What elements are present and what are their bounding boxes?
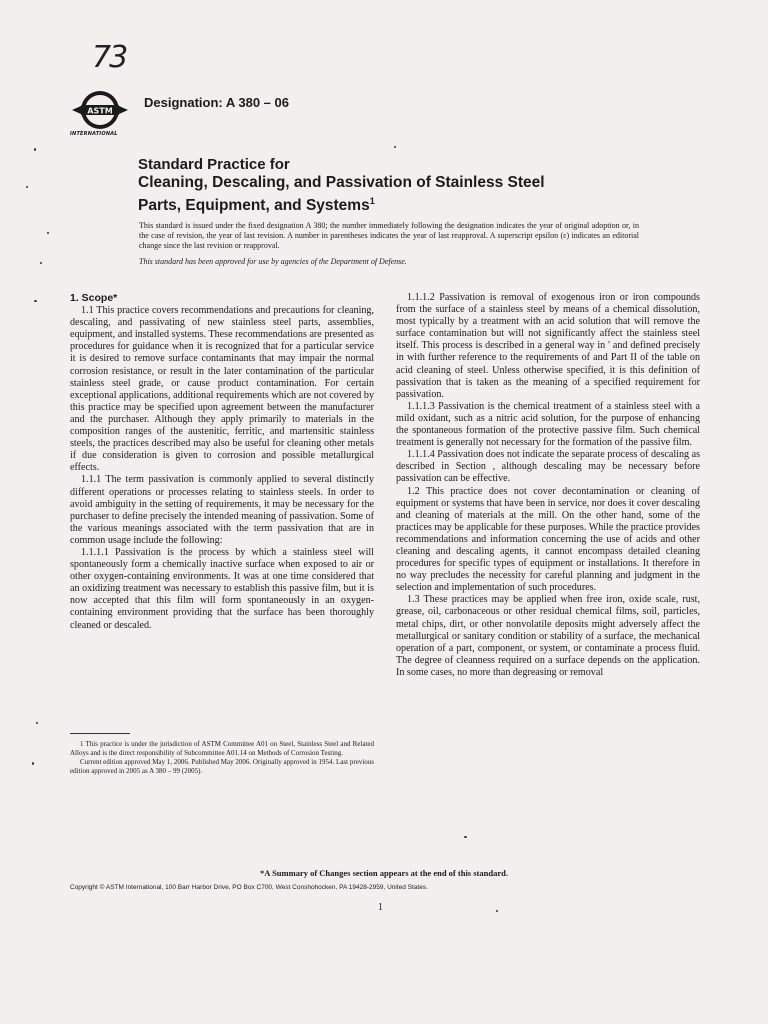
scope-heading: 1. Scope*: [70, 292, 118, 304]
paragraph: 1.3 These practices may be applied when free iron, oxide scale, rust, grease, oil, carbonaceous or other residual chemical films, soil, particles, metal chips, dirt, or other nonvolatile deposits might adversely affect the metallurgical or sanitary condition or stability of a surface, the mechanical operation of a part, component, or system, or contaminate a process fluid. The degree of cleanness required on a surface depends on the application. In some cases, no more than degreasing or removal: [396, 594, 700, 678]
handwritten-mark: 73: [92, 40, 127, 75]
scan-speck: [26, 186, 28, 188]
title-footnote-mark: 1: [369, 196, 375, 206]
right-column: [396, 292, 700, 679]
paragraph: 1.1.1.1 Passivation is the process by which a stainless steel will spontaneously form a chemically inactive surface when exposed to air or other oxygen-containing environments. It was at one time considered that an oxidizing treatment was necessary to establish this passive film, but it is now accepted that this film will form spontaneously in an oxygen-containing environment providing that the surface has been thoroughly cleaned or descaled.: [70, 546, 374, 631]
paragraph: 1.1.1.2 Passivation is removal of exogenous iron or iron compounds from the surface of a stainless steel by means of a chemical dissolution, most typically by a treatment with an acid solution that will remove the surface contamination but will not significantly affect the stainless steel itself. This process is described in a general way in ' and defined precisely in with further reference to the requirements of and Part II of the table on acid cleaning of steel. Unless otherwise specified, it is this definition of passivation that is taken as the meaning of a specified requirement for passivation.: [396, 292, 700, 400]
footnote: Current edition approved May 1, 2006. Published May 2006. Originally approved in 1954. Last previous edition approved in 2005 as A 380 – 99 (2005).: [70, 758, 374, 775]
footnotes: [70, 740, 374, 776]
scan-speck: [40, 262, 42, 264]
summary-note: *A Summary of Changes section appears at the end of this standard.: [260, 868, 508, 878]
scan-speck: [32, 762, 34, 765]
logo-caption: INTERNATIONAL: [70, 131, 118, 137]
scan-speck: [34, 300, 37, 302]
paragraph: 1.1.1.4 Passivation does not indicate the separate process of descaling as described in Section , although descaling may be necessary before passivation can be effective.: [396, 449, 700, 485]
footnote: 1 This practice is under the jurisdiction of ASTM Committee A01 on Steel, Stainless Steel and Related Alloys and is the direct responsibility of Subcommittee A01.14 on Methods of Corrosion Testing.: [70, 740, 374, 757]
title-line-1: Standard Practice for: [138, 156, 290, 173]
paragraph: 1.1 This practice covers recommendations and precautions for cleaning, descaling, and passivating of new stainless steel parts, assemblies, equipment, and installed systems. These recommendations are presented as procedures for guidance when it is recognized that for a particular service it is desired to remove surface contaminants that may impair the normal corrosion resistance, or result in the later contamination of the particular stainless steel grade, or cause product contamination. For certain exceptional applications, additional requirements which are not covered by this practice may be specified upon agreement between the manufacturer and the purchaser. Although they apply primarily to materials in the composition ranges of the austenitic, ferritic, and martensitic stainless steels, the practices described may also be useful for cleaning other metals if due consideration is given to corrosion and possible metallurgical effects.: [70, 305, 374, 474]
title-block: [138, 156, 658, 215]
scan-speck: [496, 910, 498, 912]
paragraph: 1.2 This practice does not cover decontamination or cleaning of equipment or systems that have been in service, nor does it cover descaling and cleaning of materials at the mill. On the other hand, some of the practices may be applicable for these purposes. While the practice provides recommendations and information concerning the use of acids and other cleaning and descaling agents, it cannot encompass detailed cleaning procedures for specific types of equipment or installations. It therefore in no way precludes the necessity for careful planning and judgment in the selection and implementation of such procedures.: [396, 485, 700, 594]
copyright: Copyright © ASTM International, 100 Barr Harbor Drive, PO Box C700, West Conshohocken, PA 19428-2959, United States.: [70, 884, 428, 891]
left-column: [70, 292, 374, 632]
scan-speck: [34, 148, 36, 151]
scan-speck: [36, 722, 38, 724]
page-number: 1: [378, 902, 383, 913]
designation: Designation: A 380 – 06: [144, 95, 289, 110]
scan-speck: [394, 146, 396, 148]
scan-speck: [464, 836, 467, 838]
approved-note: This standard has been approved for use by agencies of the Department of Defense.: [139, 257, 407, 266]
title-line-3-text: Parts, Equipment, and Systems: [138, 197, 370, 215]
paragraph: 1.1.1 The term passivation is commonly applied to several distinctly different operations or processes relating to stainless steels. In order to avoid ambiguity in the setting of requirements, it may be necessary for the purchaser to define precisely the intended meaning of passivation. Some of the various meanings associated with the term passivation that are in common usage include the following:: [70, 474, 374, 546]
paragraph: 1.1.1.3 Passivation is the chemical treatment of a stainless steel with a mild oxidant, such as a nitric acid solution, for the purpose of enhancing the spontaneous formation of the protective passive film. Such chemical treatment is generally not necessary for the formation of the passive film.: [396, 400, 700, 449]
issue-note: This standard is issued under the fixed designation A 380; the number immediately following the designation indicates the year of original adoption or, in the case of revision, the year of last revision. A number in parentheses indicates the year of last reapproval. A superscript epsilon (ε) indicates an editorial change since the last revision or reapproval.: [139, 221, 639, 250]
title-line-2: Cleaning, Descaling, and Passivation of Stainless Steel: [138, 174, 545, 191]
scan-speck: [47, 232, 49, 234]
svg-text:ASTM: ASTM: [87, 106, 113, 116]
footnote-rule: [70, 733, 130, 734]
title-line-3: [138, 192, 658, 215]
